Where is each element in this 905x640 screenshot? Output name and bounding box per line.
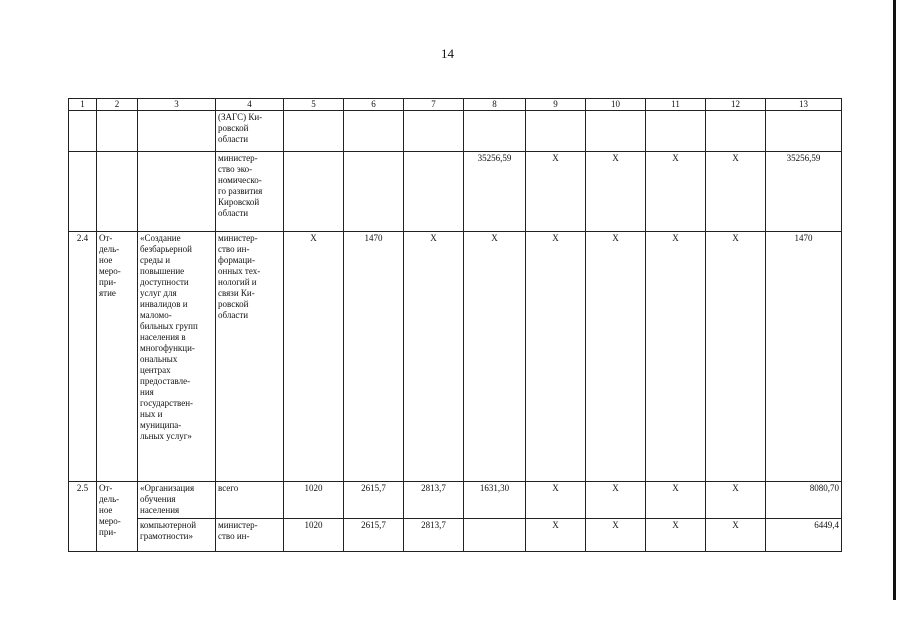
total-cell: 6449,4	[766, 519, 842, 552]
table-cell	[284, 152, 344, 232]
value-cell	[464, 519, 526, 552]
value-cell: Х	[586, 152, 646, 232]
value-cell: Х	[646, 152, 706, 232]
item-title-cell: компьютерной грамотности»	[138, 519, 216, 552]
value-cell: Х	[586, 482, 646, 519]
value-cell: Х	[646, 482, 706, 519]
value-cell: Х	[706, 152, 766, 232]
value-cell: Х	[526, 232, 586, 482]
header-cell: 2	[97, 99, 138, 111]
table-header-row	[69, 99, 842, 111]
item-number-cell: 2.4	[69, 232, 97, 482]
value-cell: Х	[586, 232, 646, 482]
item-type-cell: От- дель- ное меро- при- ятие	[97, 232, 138, 482]
page-edge-rule	[893, 0, 896, 600]
table-cell	[646, 111, 706, 152]
value-cell: Х	[526, 482, 586, 519]
value-cell: 1020	[284, 519, 344, 552]
table-cell	[138, 111, 216, 152]
table-cell	[464, 111, 526, 152]
table-row	[69, 232, 842, 482]
value-cell: Х	[706, 482, 766, 519]
item-title-cell: «Создание безбарьерной среды и повышение доступности услуг для инвалидов и маломо- бильных групп населения в многофункци- ональных центрах предоставле- ния государствен- ных и муниципа- льных услуг»	[138, 232, 216, 482]
item-number-cell: 2.5	[69, 482, 97, 552]
executor-cell: министер- ство эко- номическо- го развития Кировской области	[216, 152, 284, 232]
value-cell: Х	[706, 232, 766, 482]
header-cell: 8	[464, 99, 526, 111]
value-cell: 1470	[344, 232, 404, 482]
table-cell	[404, 152, 464, 232]
header-cell: 6	[344, 99, 404, 111]
table-cell	[97, 152, 138, 232]
table-cell	[586, 111, 646, 152]
header-cell: 1	[69, 99, 97, 111]
header-cell: 5	[284, 99, 344, 111]
total-cell: 1470	[766, 232, 842, 482]
table-row	[69, 111, 842, 152]
value-cell: Х	[706, 519, 766, 552]
header-cell: 7	[404, 99, 464, 111]
table-cell	[404, 111, 464, 152]
header-cell: 3	[138, 99, 216, 111]
value-cell: 2615,7	[344, 519, 404, 552]
page-number: 14	[441, 46, 454, 61]
value-cell: 35256,59	[464, 152, 526, 232]
table-cell	[526, 111, 586, 152]
total-cell: 8080,70	[766, 482, 842, 519]
table-cell	[344, 152, 404, 232]
item-type-cell: От- дель- ное меро- при-	[97, 482, 138, 552]
executor-cell: министер- ство ин-	[216, 519, 284, 552]
value-cell: 2813,7	[404, 482, 464, 519]
table-cell	[138, 152, 216, 232]
header-cell: 12	[706, 99, 766, 111]
value-cell: Х	[404, 232, 464, 482]
value-cell: Х	[284, 232, 344, 482]
executor-cell: министер- ство ин- формаци- онных тех- нологий и связи Ки- ровской области	[216, 232, 284, 482]
header-cell: 11	[646, 99, 706, 111]
value-cell: Х	[464, 232, 526, 482]
value-cell: Х	[646, 519, 706, 552]
table-cell	[766, 111, 842, 152]
value-cell: Х	[646, 232, 706, 482]
value-cell: 2615,7	[344, 482, 404, 519]
value-cell: 2813,7	[404, 519, 464, 552]
executor-cell: (ЗАГС) Ки- ровской области	[216, 111, 284, 152]
table-row	[69, 152, 842, 232]
program-table	[68, 98, 842, 552]
value-cell: Х	[526, 519, 586, 552]
table-row	[69, 519, 842, 552]
table-cell	[706, 111, 766, 152]
value-cell: Х	[586, 519, 646, 552]
table-cell	[284, 111, 344, 152]
executor-cell: всего	[216, 482, 284, 519]
table-row	[69, 482, 842, 519]
value-cell: 1020	[284, 482, 344, 519]
total-cell: 35256,59	[766, 152, 842, 232]
table-cell	[344, 111, 404, 152]
header-cell: 9	[526, 99, 586, 111]
header-cell: 10	[586, 99, 646, 111]
table-cell	[97, 111, 138, 152]
table-cell	[69, 111, 97, 152]
value-cell: Х	[526, 152, 586, 232]
value-cell: 1631,30	[464, 482, 526, 519]
header-cell: 4	[216, 99, 284, 111]
header-cell: 13	[766, 99, 842, 111]
item-title-cell: «Организация обучения населения	[138, 482, 216, 519]
table-cell	[69, 152, 97, 232]
